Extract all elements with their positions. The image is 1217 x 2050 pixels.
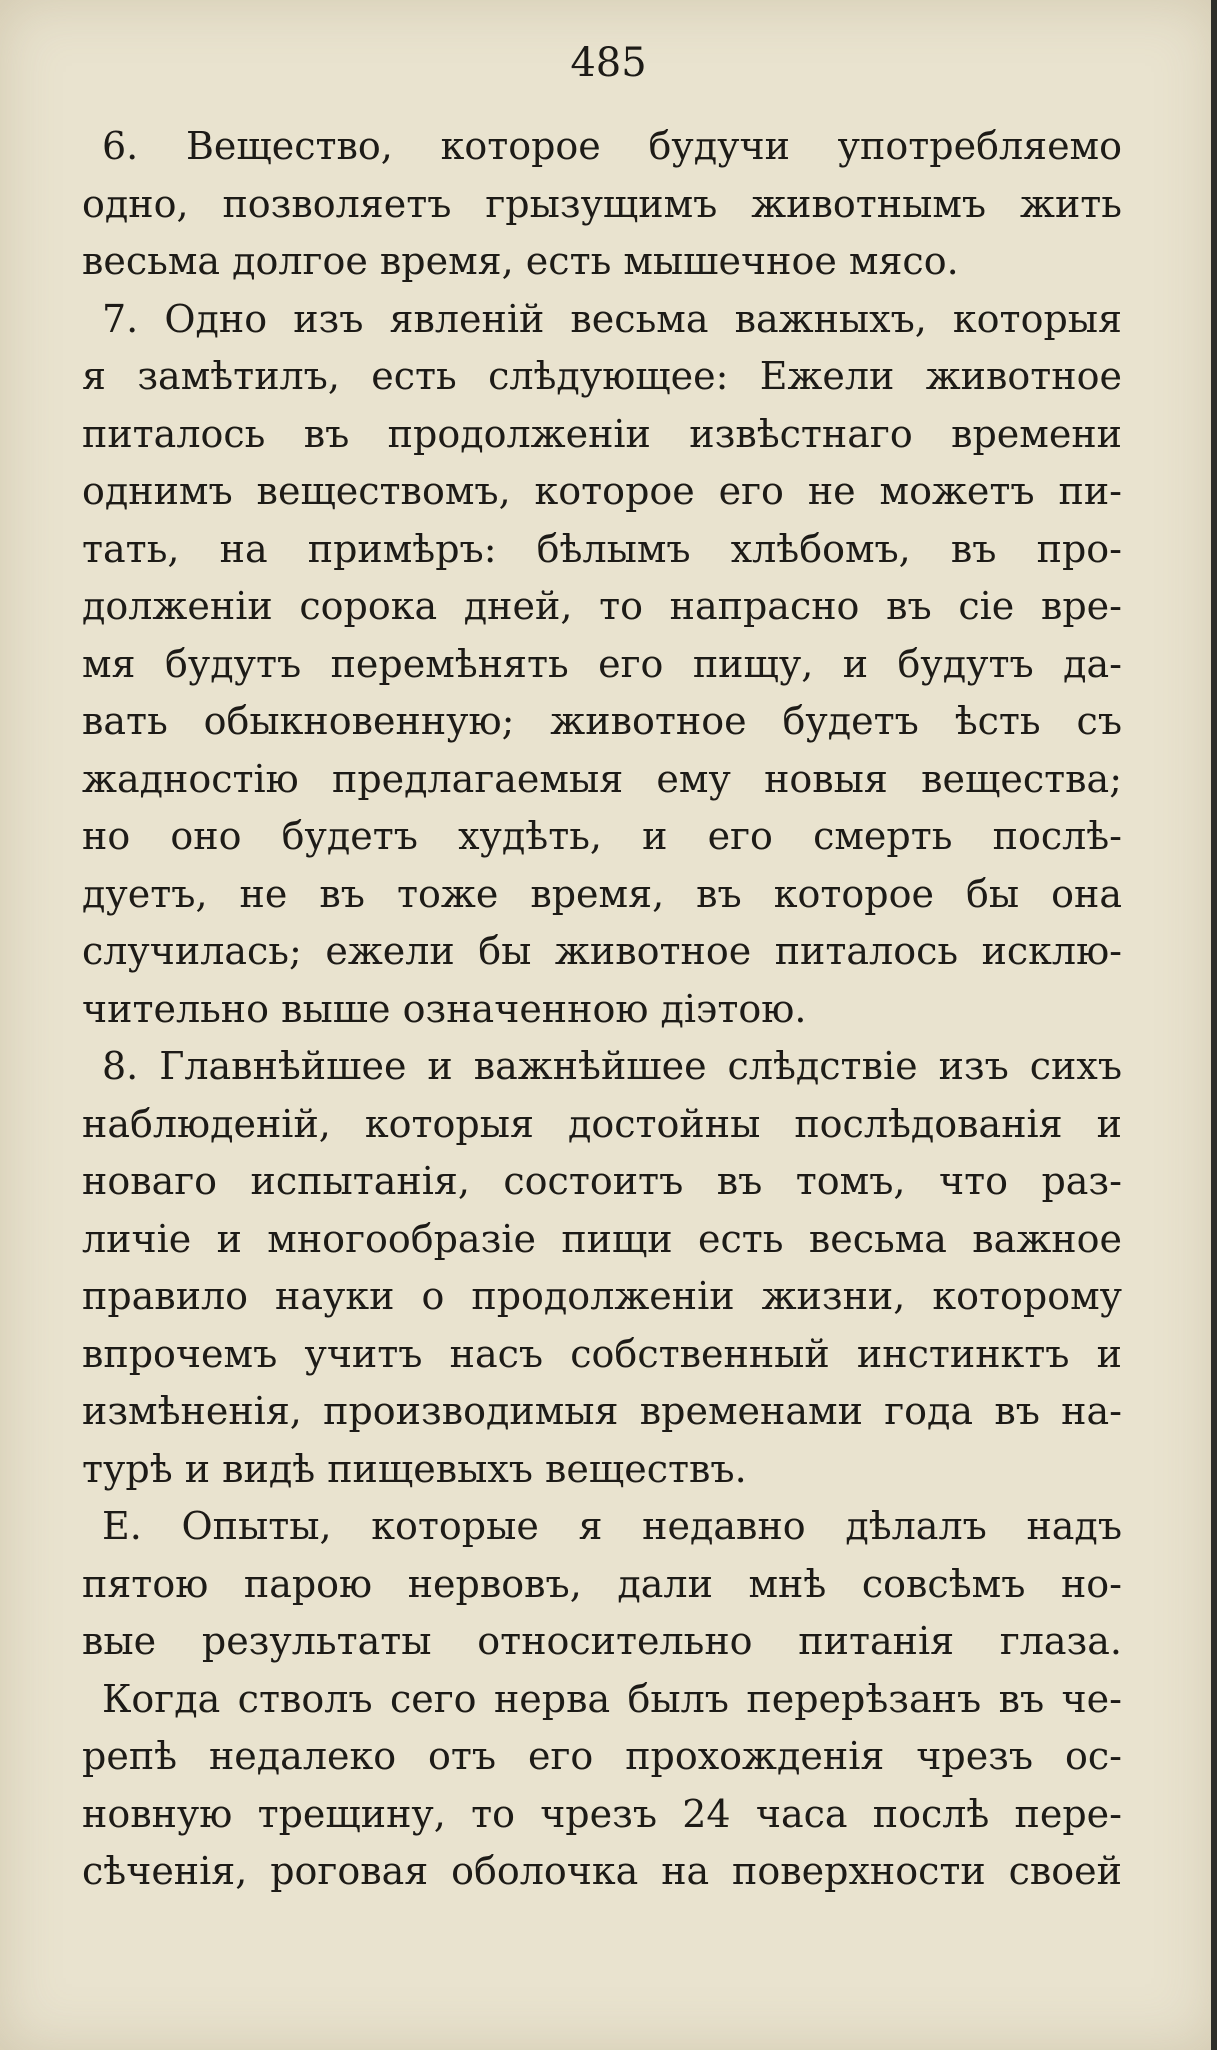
text-line: но оно будетъ худѣть, и его смерть послѣ- (82, 814, 1122, 858)
text-line: новаго испытанія, состоитъ въ томъ, что раз- (82, 1159, 1122, 1203)
text-line: Е. Опыты, которые я недавно дѣлалъ надъ (102, 1504, 1122, 1548)
text-line: сѣченія, роговая оболочка на поверхности своей (82, 1849, 1122, 1893)
text-line: жадностію предлагаемыя ему новыя вещества; (82, 756, 1122, 801)
text-line: 6. Вещество, которое будучи употребляемо (102, 124, 1122, 168)
text-line: турѣ и видѣ пищевыхъ веществъ. (82, 1446, 747, 1491)
text-line: тать, на примѣръ: бѣлымъ хлѣбомъ, въ про- (82, 526, 1122, 571)
text-line: я замѣтилъ, есть слѣдующее: Ежели животное (82, 354, 1122, 398)
text-line: новную трещину, то чрезъ 24 часа послѣ пере- (82, 1791, 1122, 1836)
text-line: случилась; ежели бы животное питалось исклю- (82, 929, 1122, 973)
text-line: вые результаты относительно питанія глаза. (82, 1619, 1122, 1663)
text-line: пятою парою нервовъ, дали мнѣ совсѣмъ но- (82, 1561, 1122, 1606)
text-line: правило науки о продолженіи жизни, которому (82, 1274, 1122, 1318)
page-edge (1211, 0, 1217, 2050)
text-line: измѣненія, производимыя временами года въ на- (82, 1389, 1122, 1433)
text-line: одно, позволяетъ грызущимъ животнымъ жить (82, 181, 1122, 226)
text-line: личіе и многообразіе пищи есть весьма важное (82, 1216, 1122, 1261)
text-line: вать обыкновенную; животное будетъ ѣсть съ (82, 699, 1122, 743)
text-line: дуетъ, не въ тоже время, въ которое бы она (82, 871, 1122, 916)
text-line: питалось въ продолженіи извѣстнаго времени (82, 411, 1122, 456)
text-line: наблюденій, которыя достойны послѣдованія и (82, 1101, 1122, 1146)
text-line: однимъ веществомъ, которое его не можетъ пи- (82, 469, 1122, 513)
text-line: 8. Главнѣйшее и важнѣйшее слѣдствіе изъ сихъ (102, 1044, 1122, 1088)
text-line: Когда стволъ сего нерва былъ перерѣзанъ въ че- (102, 1676, 1122, 1721)
text-line: долженіи сорока дней, то напрасно въ сіе вре- (82, 584, 1122, 628)
text-line: репѣ недалеко отъ его прохожденія чрезъ ос- (82, 1734, 1122, 1778)
text-line: 7. Одно изъ явленій весьма важныхъ, которыя (102, 296, 1122, 341)
body-text (82, 118, 1122, 1901)
text-line: весьма долгое время, есть мышечное мясо. (82, 239, 959, 283)
text-line: мя будутъ перемѣнять его пищу, и будутъ да- (82, 641, 1122, 686)
text-line: чительно выше означенною діэтою. (82, 986, 807, 1031)
text-line: впрочемъ учитъ насъ собственный инстинктъ и (82, 1331, 1122, 1376)
page-number: 485 (570, 40, 647, 86)
